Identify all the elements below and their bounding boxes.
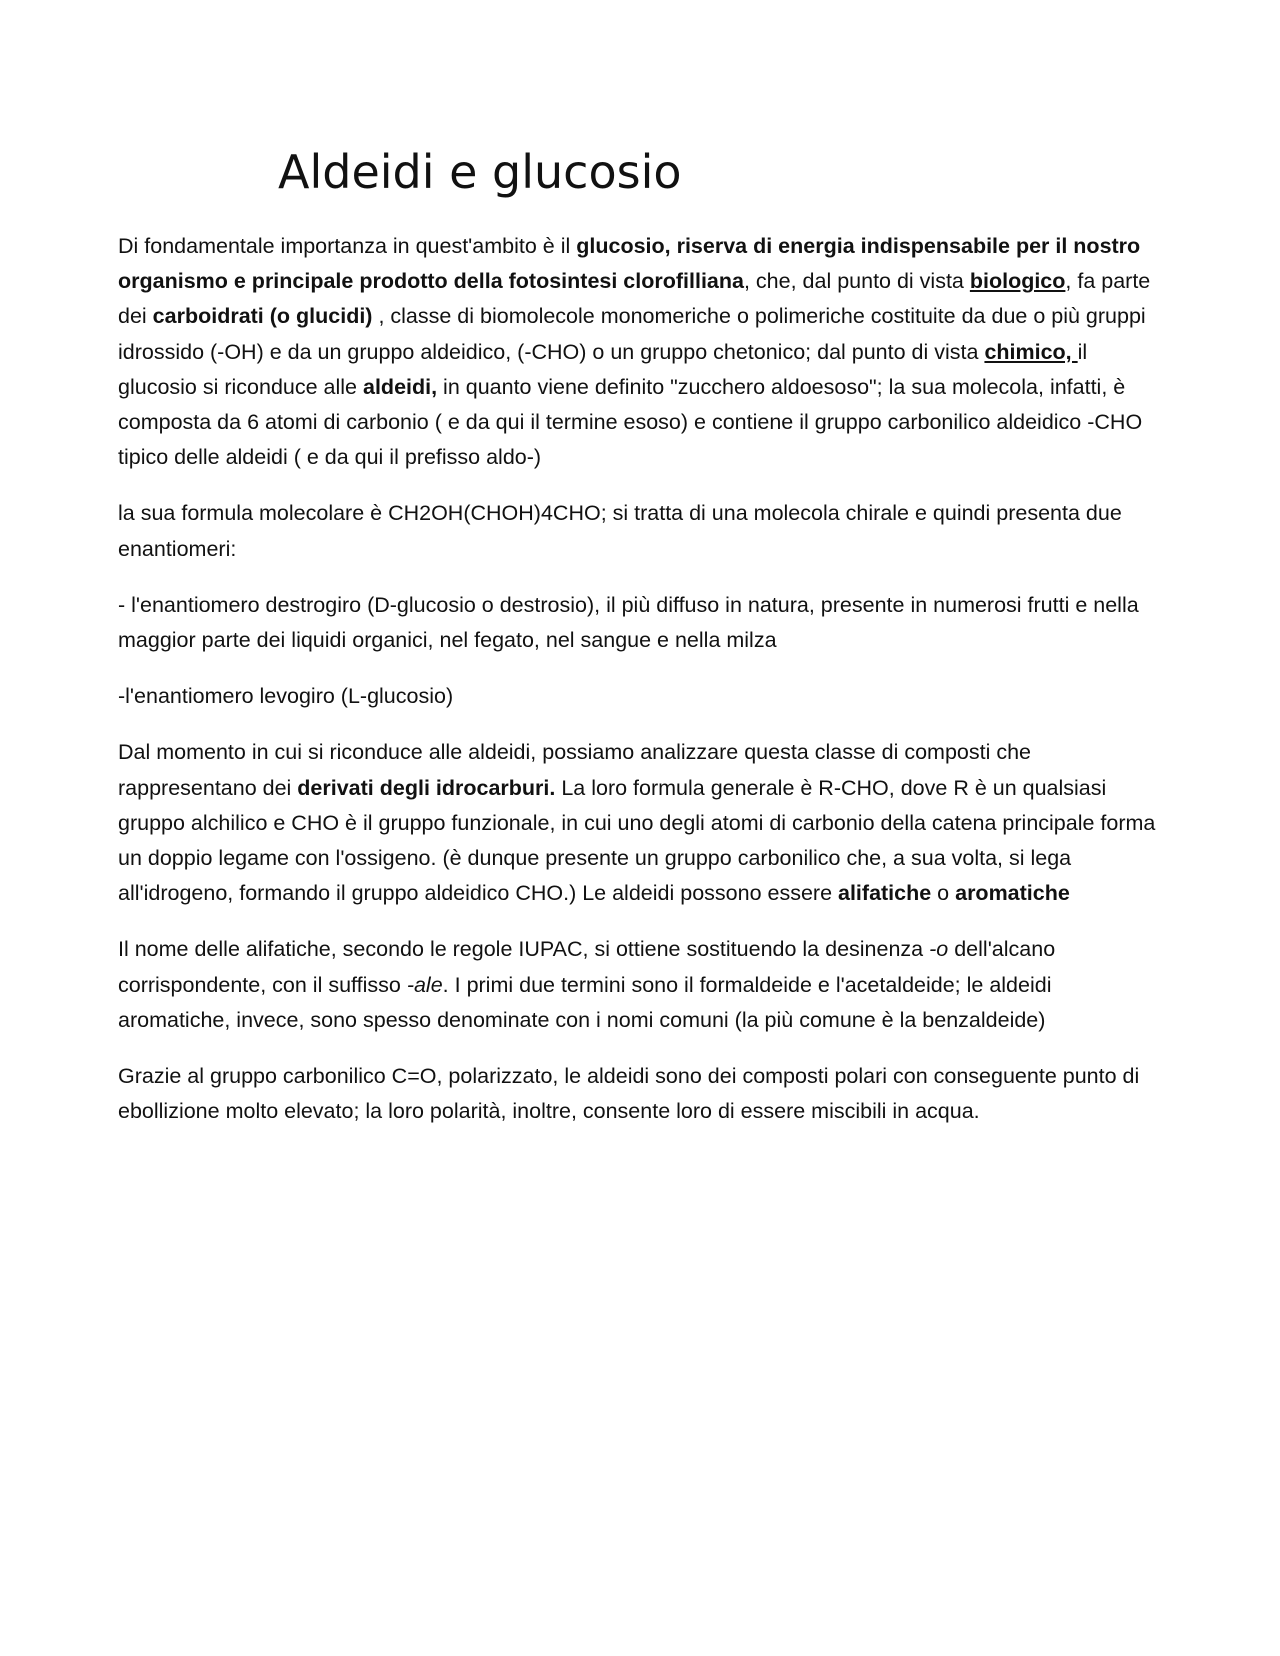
- italic-text: -o: [929, 937, 949, 962]
- paragraph-formula: la sua formula molecolare è CH2OH(CHOH)4CHO; si tratta di una molecola chirale e quindi presenta due enantiomeri:: [118, 501, 1122, 561]
- bold-text: carboidrati (o glucidi): [152, 304, 373, 329]
- bold-underlined-text: [984, 340, 1077, 364]
- text-run: , che, dal punto di vista: [743, 269, 970, 294]
- bold-text: glucosio, riserva di energia indispensabile per il nostro organismo e principale prodotto della fotosintesi clorofilliana: [118, 234, 1141, 294]
- italic-text: -ale: [406, 972, 443, 997]
- paragraph-nomenclatura: [118, 932, 1168, 1038]
- underlined-text: chimico,: [984, 339, 1078, 364]
- text-run: , classe di biomolecole monomeriche o polimeriche costituite da due o più gruppi idrossido (-OH) e da un gruppo aldeidico, (-CHO) o un gruppo chetonico; dal punto di vista: [118, 304, 1146, 364]
- paragraph-aldeidi: [118, 735, 1168, 911]
- underlined-text: biologico: [969, 269, 1066, 294]
- text-run: La loro formula generale è R-CHO, dove R è un qualsiasi gruppo alchilico e CHO è il gruppo funzionale, in cui uno degli atomi di carbonio della catena principale forma un doppio legame con l'ossigeno. (è dunque presente un gruppo carbonilico che, a sua volta, si lega all'idrogeno, formando il gruppo aldeidico CHO.) Le aldeidi possono essere: [118, 775, 1156, 906]
- bold-text: aromatiche: [955, 881, 1070, 906]
- bold-text: alifatiche: [838, 881, 932, 906]
- bold-text: derivati degli idrocarburi.: [297, 775, 556, 800]
- document-body: [118, 229, 1168, 1150]
- paragraph-levogiro: -l'enantiomero levogiro (L-glucosio): [118, 684, 454, 709]
- paragraph-glucosio-intro: [118, 229, 1168, 475]
- text-run: Dal momento in cui si riconduce alle aldeidi, possiamo analizzare questa classe di composti che rappresentano dei: [118, 740, 1032, 800]
- bold-underlined-text: [970, 269, 1066, 293]
- paragraph-polarita: Grazie al gruppo carbonilico C=O, polarizzato, le aldeidi sono dei composti polari con conseguente punto di ebollizione molto elevato; la loro polarità, inoltre, consente loro di essere miscibili in acqua.: [118, 1064, 1140, 1124]
- text-run: dell'alcano corrispondente, con il suffisso: [118, 937, 1056, 997]
- page-title: Aldeidi e glucosio: [278, 145, 682, 199]
- text-run: o: [931, 881, 956, 906]
- bold-text: aldeidi,: [363, 374, 438, 399]
- text-run: Di fondamentale importanza in quest'ambito è il: [118, 234, 577, 258]
- text-run: Il nome delle alifatiche, secondo le regole IUPAC, si ottiene sostituendo la desinenza: [118, 937, 930, 962]
- text-run: in quanto viene definito "zucchero aldoesoso"; la sua molecola, infatti, è composta da 6 atomi di carbonio ( e da qui il termine esoso) e contiene il gruppo carbonilico aldeidico -CHO tipico delle aldeidi ( e da qui il prefisso aldo-): [118, 374, 1143, 470]
- text-run: il glucosio si riconduce alle: [118, 339, 1088, 399]
- text-run: , fa parte dei: [118, 269, 1151, 329]
- text-run: . I primi due termini sono il formaldeide e l'acetaldeide; le aldeidi aromatiche, invece, sono spesso denominate con i nomi comuni (la più comune è la benzaldeide): [118, 972, 1052, 1032]
- paragraph-destrogiro: - l'enantiomero destrogiro (D-glucosio o destrosio), il più diffuso in natura, presente in numerosi frutti e nella maggior parte dei liquidi organici, nel fegato, nel sangue e nella milza: [118, 592, 1139, 653]
